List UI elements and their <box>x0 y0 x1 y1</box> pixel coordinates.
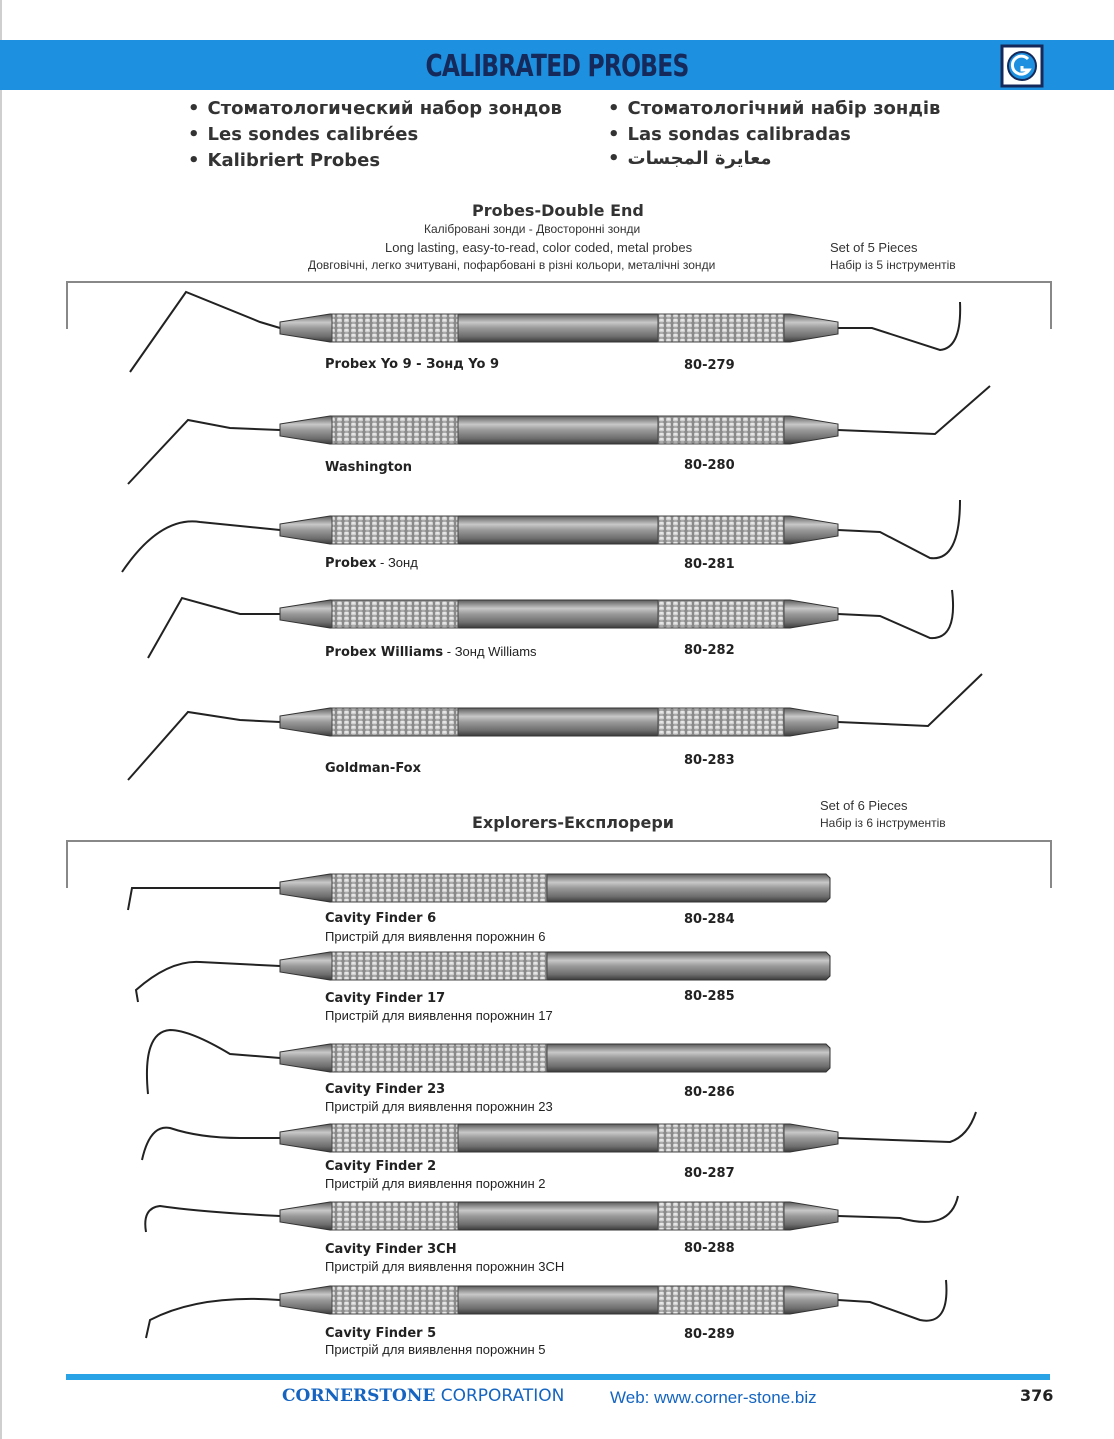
lang-ru: • Стоматологический набор зондов <box>188 98 562 119</box>
explorer-code-80-284: 80-284 <box>684 912 735 927</box>
explorer-code-80-287: 80-287 <box>684 1166 735 1181</box>
probes-set-ua: Набір із 5 інструментів <box>830 258 956 272</box>
explorer-label-80-286: Cavity Finder 23 <box>325 1082 446 1097</box>
footer-brand: CORNERSTONE CORPORATION <box>282 1386 565 1406</box>
explorer-label-80-287: Cavity Finder 2 <box>325 1159 437 1174</box>
explorer-code-80-289: 80-289 <box>684 1327 735 1342</box>
explorer-desc-80-286: Пристрій для виявлення порожнин 23 <box>325 1099 553 1114</box>
probe-label-80-281: Probex - Зонд <box>325 555 418 571</box>
explorer-desc-80-284: Пристрій для виявлення порожнин 6 <box>325 929 546 944</box>
probe-code-80-280: 80-280 <box>684 458 735 473</box>
explorer-desc-80-289: Пристрій для виявлення порожнин 5 <box>325 1342 546 1357</box>
lang-ar: • معايرة المجسات <box>608 148 772 169</box>
probes-section-title: Probes-Double End <box>472 201 644 220</box>
probes-set-en: Set of 5 Pieces <box>830 240 918 255</box>
explorer-label-80-284: Cavity Finder 6 <box>325 911 437 926</box>
explorer-label-80-288: Cavity Finder 3CH <box>325 1242 457 1257</box>
probe-instrument-80-279 <box>0 288 1114 378</box>
explorer-code-80-288: 80-288 <box>684 1241 735 1256</box>
explorer-label-80-289: Cavity Finder 5 <box>325 1326 437 1341</box>
lang-es: • Las sondas calibradas <box>608 124 851 145</box>
explorer-label-80-285: Cavity Finder 17 <box>325 991 446 1006</box>
explorers-set-en: Set of 6 Pieces <box>820 798 908 813</box>
explorer-instrument-80-288 <box>0 1192 1114 1242</box>
probes-subtitle-ua: Калібровані зонди - Двосторонні зонди <box>424 222 641 236</box>
explorer-desc-80-285: Пристрій для виявлення порожнин 17 <box>325 1008 553 1023</box>
cornerstone-logo-icon <box>1000 44 1044 88</box>
probe-label-80-283: Goldman-Fox <box>325 761 422 776</box>
probe-instrument-80-281 <box>0 496 1114 576</box>
explorer-instrument-80-287 <box>0 1108 1114 1163</box>
page-title: CALIBRATED PROBES <box>425 49 689 84</box>
probe-code-80-282: 80-282 <box>684 643 735 658</box>
probes-desc-en: Long lasting, easy-to-read, color coded, metal probes <box>385 240 693 255</box>
probe-label-80-282: Probex Williams - Зонд Williams <box>325 644 537 660</box>
explorer-instrument-80-285 <box>0 946 1114 1006</box>
footer-line <box>66 1374 1050 1380</box>
explorers-section-title: Explorers-Експлорери <box>472 813 674 832</box>
probe-label-80-280: Washington <box>325 460 413 475</box>
explorer-instrument-80-286 <box>0 1022 1114 1097</box>
page-number: 376 <box>1020 1386 1054 1405</box>
explorer-instrument-80-284 <box>0 868 1114 918</box>
probe-instrument-80-282 <box>0 586 1114 666</box>
probe-label-80-279: Probex Yo 9 - Зонд Yo 9 <box>325 357 499 372</box>
explorer-desc-80-287: Пристрій для виявлення порожнин 2 <box>325 1176 546 1191</box>
probes-desc-ua: Довговічні, легко зчитувані, пофарбовані в різні кольори, металічні зонди <box>308 258 716 272</box>
lang-de: • Kalibriert Probes <box>188 150 381 171</box>
footer-web-link[interactable]: Web: www.corner-stone.biz <box>610 1388 817 1407</box>
probe-instrument-80-280 <box>0 382 1114 492</box>
probe-code-80-283: 80-283 <box>684 753 735 768</box>
explorers-set-ua: Набір із 6 інструментів <box>820 816 946 830</box>
explorer-code-80-286: 80-286 <box>684 1085 735 1100</box>
explorer-code-80-285: 80-285 <box>684 989 735 1004</box>
probe-code-80-281: 80-281 <box>684 557 735 572</box>
probe-instrument-80-283 <box>0 670 1114 785</box>
probe-code-80-279: 80-279 <box>684 358 735 373</box>
explorer-instrument-80-289 <box>0 1276 1114 1341</box>
explorer-desc-80-288: Пристрій для виявлення порожнин 3CH <box>325 1259 565 1274</box>
lang-fr: • Les sondes calibrées <box>188 124 419 145</box>
lang-uk: • Стоматологічний набір зондів <box>608 98 941 119</box>
